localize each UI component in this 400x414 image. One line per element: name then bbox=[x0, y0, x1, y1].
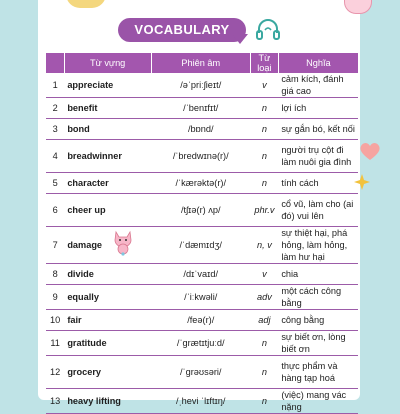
row-pos: n, v bbox=[250, 227, 278, 264]
row-pos: n bbox=[250, 119, 278, 140]
row-word: grocery bbox=[64, 356, 151, 389]
row-pos: n bbox=[250, 98, 278, 119]
table-row bbox=[46, 73, 358, 98]
row-number: 2 bbox=[46, 98, 64, 119]
row-meaning: chia bbox=[278, 264, 358, 285]
table-row bbox=[46, 227, 358, 264]
row-ipa: /ˈbredwɪnə(r)/ bbox=[151, 140, 250, 173]
title-row bbox=[118, 16, 298, 44]
table-row bbox=[46, 119, 358, 140]
row-meaning: sự biết ơn, lòng biết ơn bbox=[278, 331, 358, 356]
vocabulary-table bbox=[46, 53, 358, 414]
row-pos: n bbox=[250, 140, 278, 173]
header-word: Từ vựng bbox=[64, 53, 151, 73]
row-word: damage bbox=[64, 227, 151, 264]
headphones-icon bbox=[254, 16, 282, 44]
row-word: appreciate bbox=[64, 73, 151, 98]
row-ipa: /ˈiːkwəli/ bbox=[151, 285, 250, 310]
table-row bbox=[46, 310, 358, 331]
row-number: 12 bbox=[46, 356, 64, 389]
row-ipa: /dɪˈvaɪd/ bbox=[151, 264, 250, 285]
row-meaning: sự thiệt hại, phá hỏng, làm hỏng, làm hư hại bbox=[278, 227, 358, 264]
table-row bbox=[46, 98, 358, 119]
row-number: 1 bbox=[46, 73, 64, 98]
row-pos: v bbox=[250, 73, 278, 98]
row-ipa: /əˈpriːʃieɪt/ bbox=[151, 73, 250, 98]
title-bubble-tail bbox=[232, 34, 248, 44]
row-ipa: /ˈdæmɪdʒ/ bbox=[151, 227, 250, 264]
row-pos: n bbox=[250, 331, 278, 356]
row-number: 9 bbox=[46, 285, 64, 310]
row-number: 7 bbox=[46, 227, 64, 264]
row-number: 8 bbox=[46, 264, 64, 285]
row-word: gratitude bbox=[64, 331, 151, 356]
row-meaning: một cách công bằng bbox=[278, 285, 358, 310]
row-word: heavy lifting bbox=[64, 389, 151, 414]
row-meaning: tính cách bbox=[278, 173, 358, 194]
row-meaning: thực phẩm và hàng tạp hoá bbox=[278, 356, 358, 389]
row-pos: v bbox=[250, 264, 278, 285]
row-ipa: /ˈbenɪfɪt/ bbox=[151, 98, 250, 119]
page-title: VOCABULARY bbox=[118, 18, 246, 42]
row-number: 13 bbox=[46, 389, 64, 414]
row-pos: phr.v bbox=[250, 194, 278, 227]
row-word: bond bbox=[64, 119, 151, 140]
heart-icon bbox=[358, 140, 382, 162]
row-ipa: /tʃɪə(r) ʌp/ bbox=[151, 194, 250, 227]
star-icon bbox=[354, 174, 370, 190]
row-number: 11 bbox=[46, 331, 64, 356]
row-word: equally bbox=[64, 285, 151, 310]
header-pos: Từ loại bbox=[250, 53, 278, 73]
row-ipa: /bɒnd/ bbox=[151, 119, 250, 140]
row-word: character bbox=[64, 173, 151, 194]
cat-sticker-icon bbox=[112, 228, 134, 256]
header-meaning: Nghĩa bbox=[278, 53, 358, 73]
row-number: 3 bbox=[46, 119, 64, 140]
row-number: 6 bbox=[46, 194, 64, 227]
row-word: breadwinner bbox=[64, 140, 151, 173]
table-row bbox=[46, 173, 358, 194]
row-meaning: lợi ích bbox=[278, 98, 358, 119]
row-word: benefit bbox=[64, 98, 151, 119]
row-pos: adj bbox=[250, 310, 278, 331]
row-word: divide bbox=[64, 264, 151, 285]
row-pos: n bbox=[250, 173, 278, 194]
row-pos: adv bbox=[250, 285, 278, 310]
table-row bbox=[46, 285, 358, 310]
row-number: 10 bbox=[46, 310, 64, 331]
row-ipa: /ˈkærəktə(r)/ bbox=[151, 173, 250, 194]
table-row bbox=[46, 389, 358, 414]
row-meaning: người trụ cột đi làm nuôi gia đình bbox=[278, 140, 358, 173]
table-header-row bbox=[46, 53, 358, 73]
row-meaning: cổ vũ, làm cho (ai đó) vui lên bbox=[278, 194, 358, 227]
row-ipa: /ˈɡrəʊsəri/ bbox=[151, 356, 250, 389]
row-number: 4 bbox=[46, 140, 64, 173]
row-meaning: sự gắn bó, kết nối bbox=[278, 119, 358, 140]
table-row bbox=[46, 194, 358, 227]
header-num bbox=[46, 53, 64, 73]
row-ipa: /ˈɡrætɪtjuːd/ bbox=[151, 331, 250, 356]
table-row bbox=[46, 264, 358, 285]
row-ipa: /ˌhevi ˈlɪftɪŋ/ bbox=[151, 389, 250, 414]
row-meaning: (việc) mang vác nặng bbox=[278, 389, 358, 414]
table-row bbox=[46, 331, 358, 356]
row-meaning: cảm kích, đánh giá cao bbox=[278, 73, 358, 98]
row-word: fair bbox=[64, 310, 151, 331]
row-meaning: công bằng bbox=[278, 310, 358, 331]
row-ipa: /feə(r)/ bbox=[151, 310, 250, 331]
header-ipa: Phiên âm bbox=[151, 53, 250, 73]
table-row bbox=[46, 140, 358, 173]
table-row bbox=[46, 356, 358, 389]
row-pos: n bbox=[250, 389, 278, 414]
row-word: cheer up bbox=[64, 194, 151, 227]
row-pos: n bbox=[250, 356, 278, 389]
row-number: 5 bbox=[46, 173, 64, 194]
